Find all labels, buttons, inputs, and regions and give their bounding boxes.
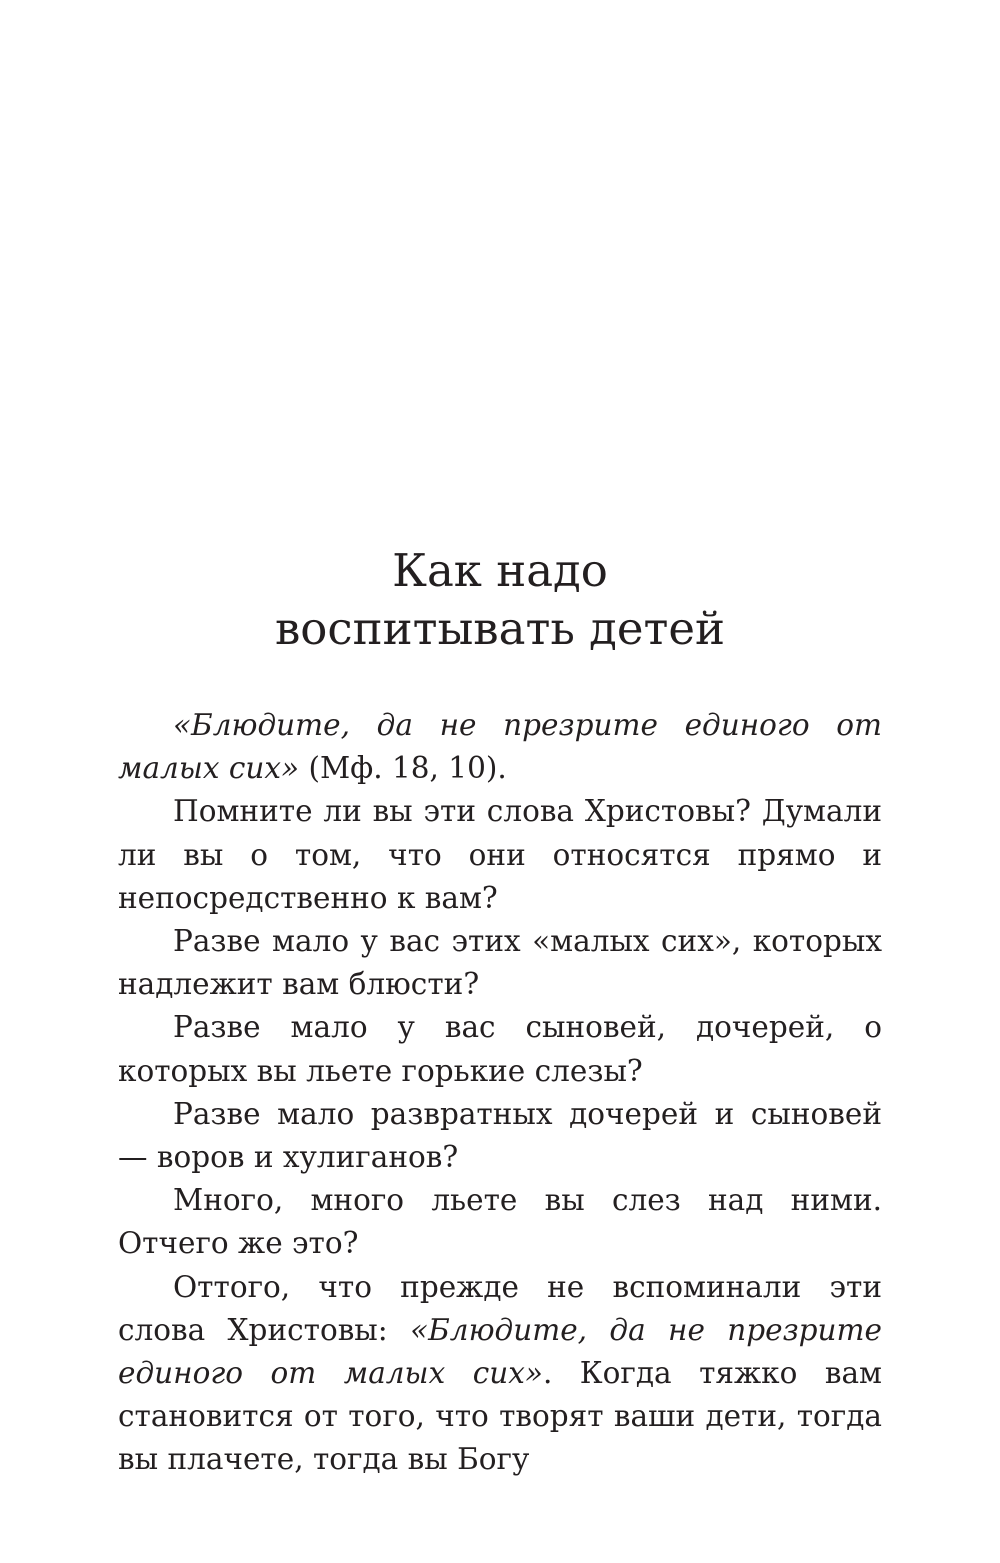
paragraph-6-lead: Оттого, что прежде не вспоминали эти слова Христовы: [118, 1269, 882, 1347]
chapter-title-line-2: воспитывать детей [274, 602, 726, 655]
paragraph-6-tail: . Когда тяжко вам становится от того, что творят ваши дети, тогда вы плачете, тогда вы Богу [118, 1356, 882, 1477]
epigraph-paragraph [118, 704, 882, 790]
paragraph-5: Много, много льете вы слез над ними. Отчего же это? [118, 1183, 882, 1261]
body-text [118, 704, 882, 1482]
paragraph-6-quote: «Блюдите, да не презрите единого от малых сих» [118, 1312, 882, 1391]
chapter-title-line-1: Как надо [392, 544, 608, 597]
paragraph-1: Помните ли вы эти слова Христовы? Думали ли вы о том, что они относятся прямо и непосредственно к вам? [118, 794, 882, 915]
epigraph-reference: (Мф. 18, 10). [299, 751, 507, 786]
chapter-title [0, 542, 1000, 658]
epigraph-quote: «Блюдите, да не презрите единого от малых сих» [118, 708, 882, 786]
paragraph-3: Разве мало у вас сыновей, дочерей, о которых вы льете горькие слезы? [118, 1010, 882, 1088]
paragraph-6 [118, 1266, 882, 1482]
paragraph-2: Разве мало у вас этих «малых сих», которых надлежит вам блюсти? [118, 924, 882, 1002]
paragraph-4: Разве мало развратных дочерей и сыновей — воров и хулиганов? [118, 1096, 882, 1175]
